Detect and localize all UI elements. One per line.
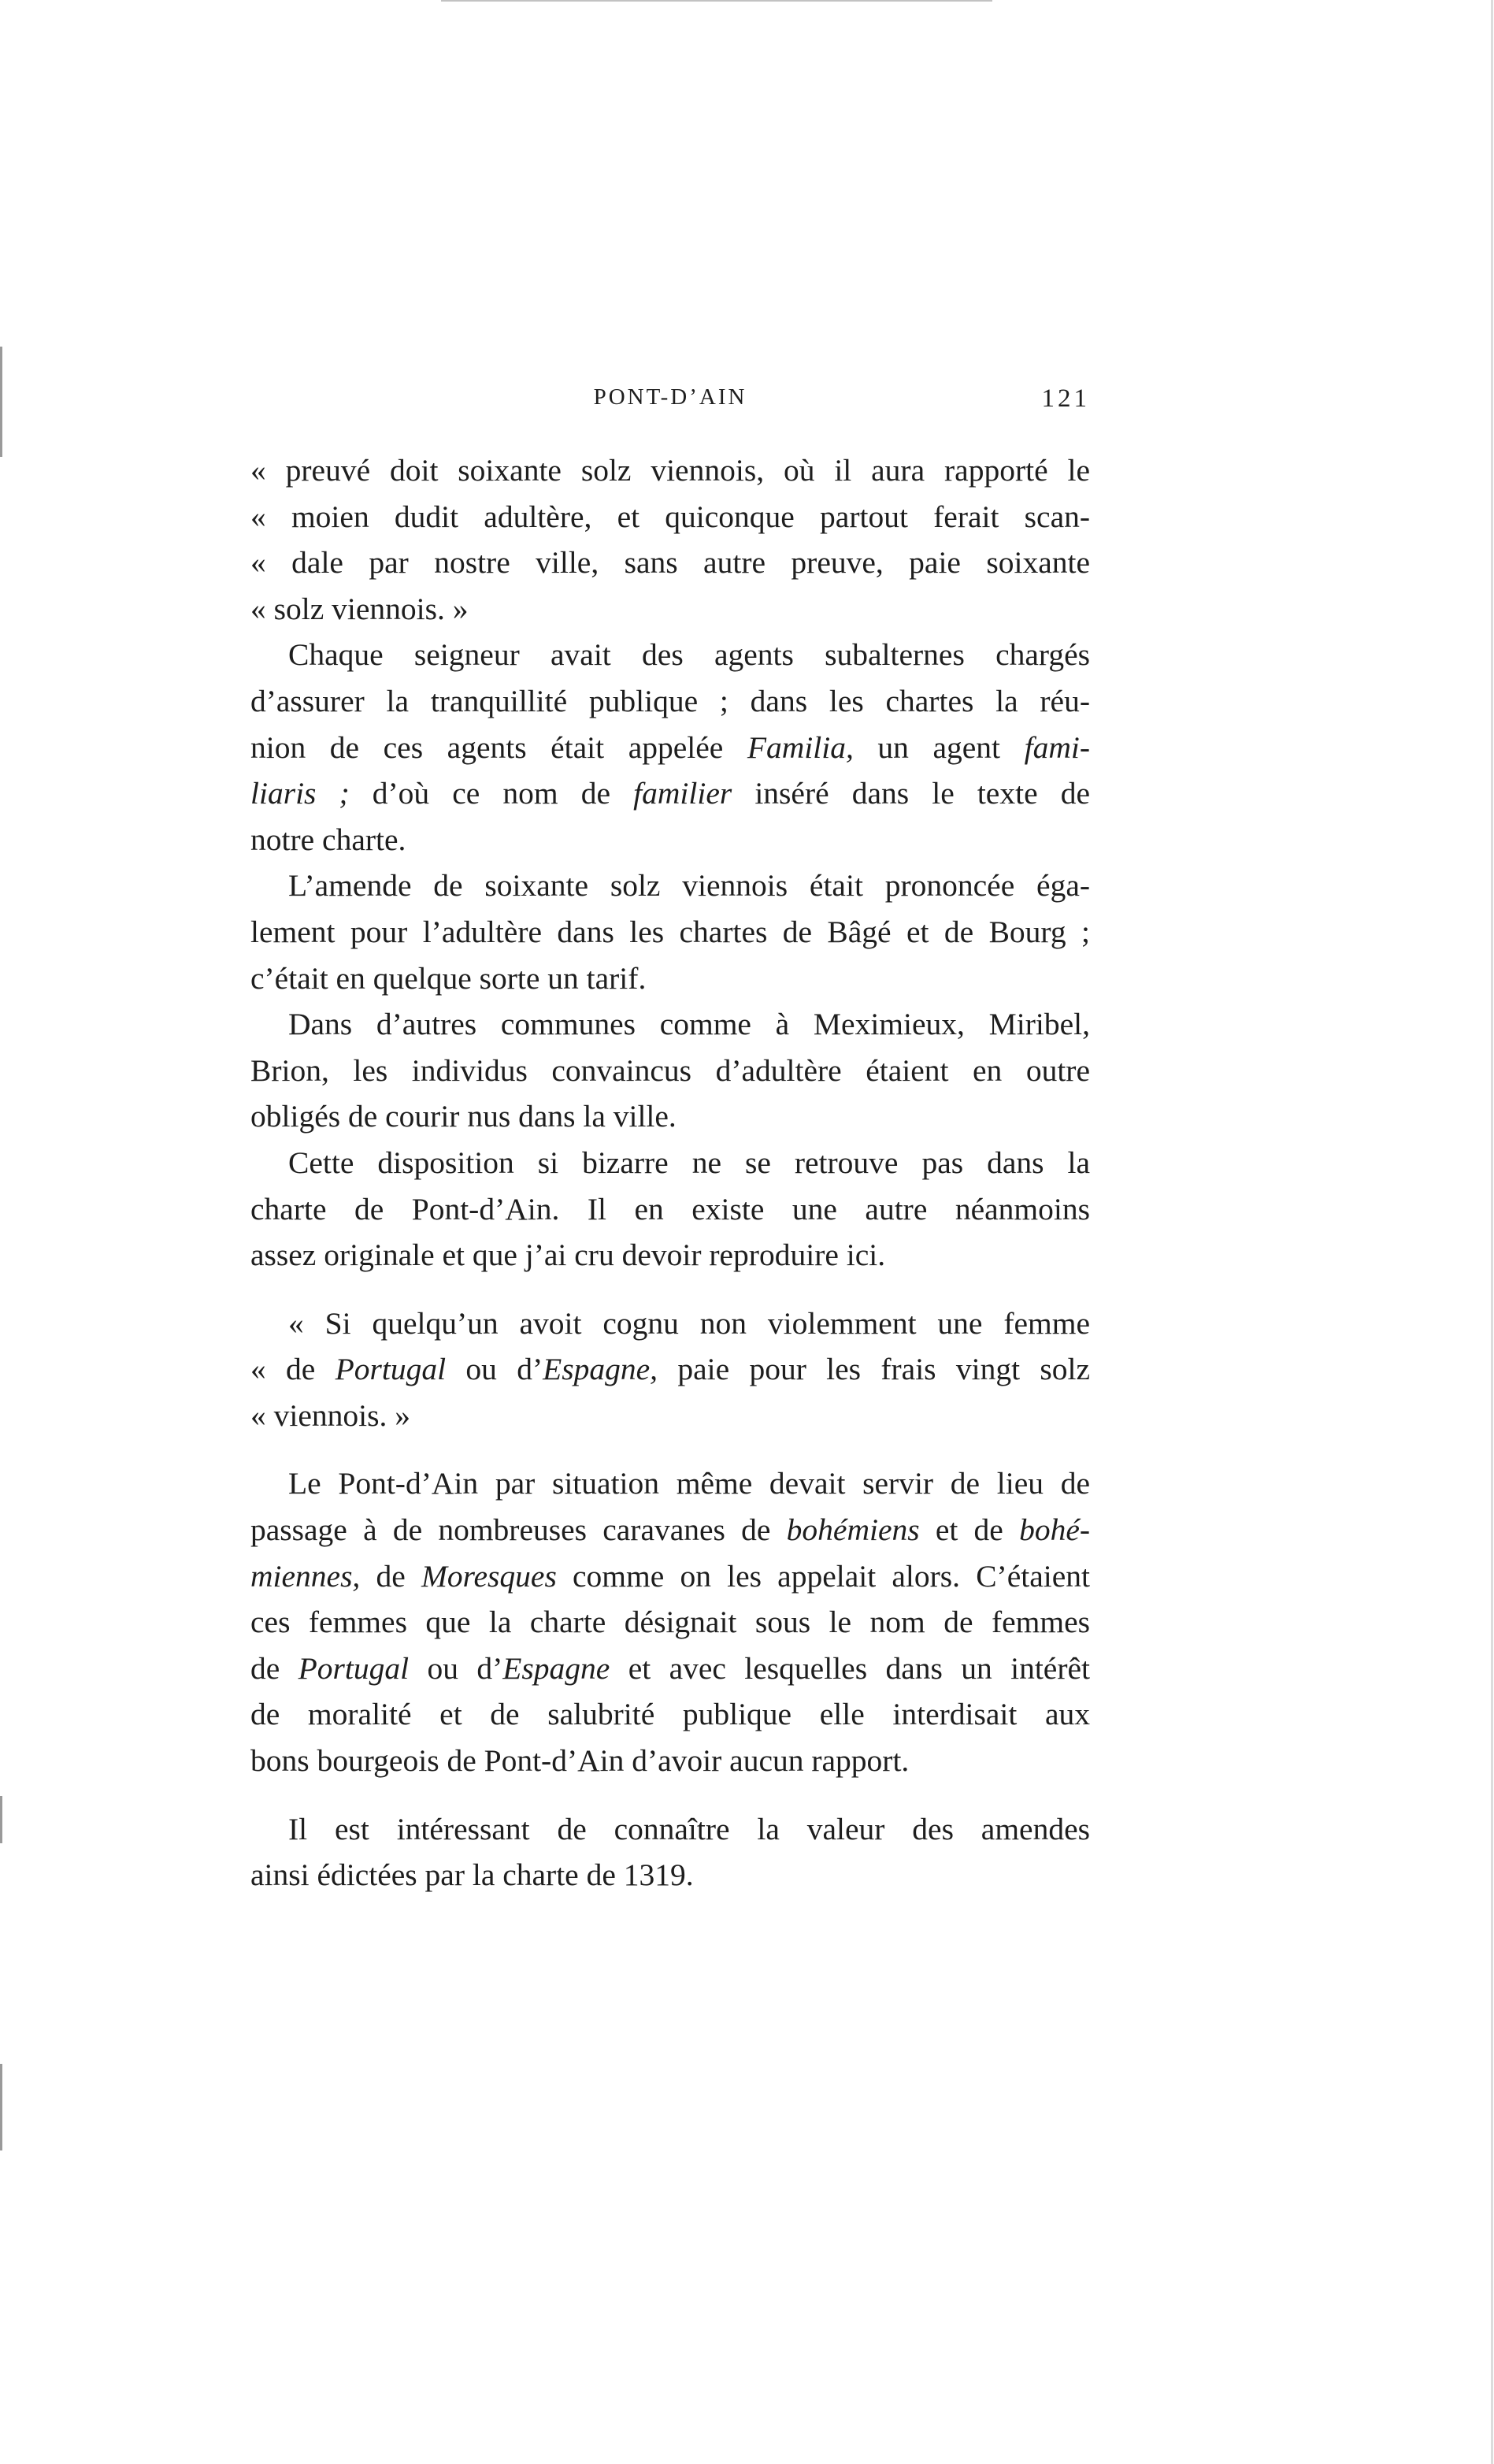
scan-edge-right [1491,0,1493,2464]
running-head [250,384,1090,416]
text-line: ainsi édictées par la charte de 1319. [250,1857,694,1893]
quote-line: « Si quelqu’un avoit cognu non violemment une femme [288,1305,1090,1341]
text-line: c’était en quelque sorte un tarif. [250,960,647,996]
running-title: PONT-D’AIN [593,384,747,410]
text-line: ces femmes que la charte désignait sous le nom de femmes [250,1605,1090,1640]
text-line: Le Pont-d’Ain par situation même devait servir de lieu de [288,1466,1090,1501]
scan-edge-left-lower [0,1796,2,1843]
text-line: passage à de nombreuses caravanes de bohémiens et de bohé- [250,1512,1090,1548]
text-line: « dale par nostre ville, sans autre preuve, paie soixante [250,545,1090,581]
text-line: de Portugal ou d’Espagne et avec lesquelles dans un intérêt [250,1650,1090,1686]
text-line: « moien dudit adultère, et quiconque partout ferait scan- [250,499,1090,534]
page-number: 121 [1041,384,1090,413]
text-line: L’amende de soixante solz viennois était prononcée éga- [288,868,1090,904]
quote-line: « de Portugal ou d’Espagne, paie pour les frais vingt solz [250,1352,1090,1387]
text-line: Il est intéressant de connaître la valeur des amendes [288,1811,1090,1846]
scan-edge-left [0,347,2,457]
text-line: Cette disposition si bizarre ne se retrouve pas dans la [288,1145,1090,1180]
text-line: bons bourgeois de Pont-d’Ain d’avoir aucun rapport. [250,1743,910,1779]
text-line: obligés de courir nus dans la ville. [250,1099,677,1134]
text-line: de moralité et de salubrité publique elle interdisait aux [250,1697,1090,1732]
quote-line: « viennois. » [250,1397,410,1433]
scan-edge-top [441,0,992,2]
text-line: miennes, de Moresques comme on les appelait alors. C’étaient [250,1558,1090,1594]
text-line: d’assurer la tranquillité publique ; dans les chartes la réu- [250,683,1090,718]
text-line: Brion, les individus convaincus d’adultère étaient en outre [250,1052,1090,1088]
body-text [250,447,1090,1898]
text-line: Chaque seigneur avait des agents subalternes chargés [288,637,1090,673]
text-line: « preuvé doit soixante solz viennois, où il aura rapporté le [250,453,1090,488]
text-line: nion de ces agents était appelée Familia, un agent fami- [250,729,1090,765]
text-line: assez originale et que j’ai cru devoir reproduire ici. [250,1238,886,1273]
text-line: Dans d’autres communes comme à Meximieux, Miribel, [288,1007,1090,1042]
text-line: lement pour l’adultère dans les chartes de Bâgé et de Bourg ; [250,914,1090,949]
text-line: charte de Pont-d’Ain. Il en existe une autre néanmoins [250,1191,1090,1226]
text-line: notre charte. [250,822,406,857]
scan-edge-left-bottom [0,2064,2,2150]
text-line: liaris ; d’où ce nom de familier inséré dans le texte de [250,776,1090,811]
text-line: « solz viennois. » [250,591,469,626]
